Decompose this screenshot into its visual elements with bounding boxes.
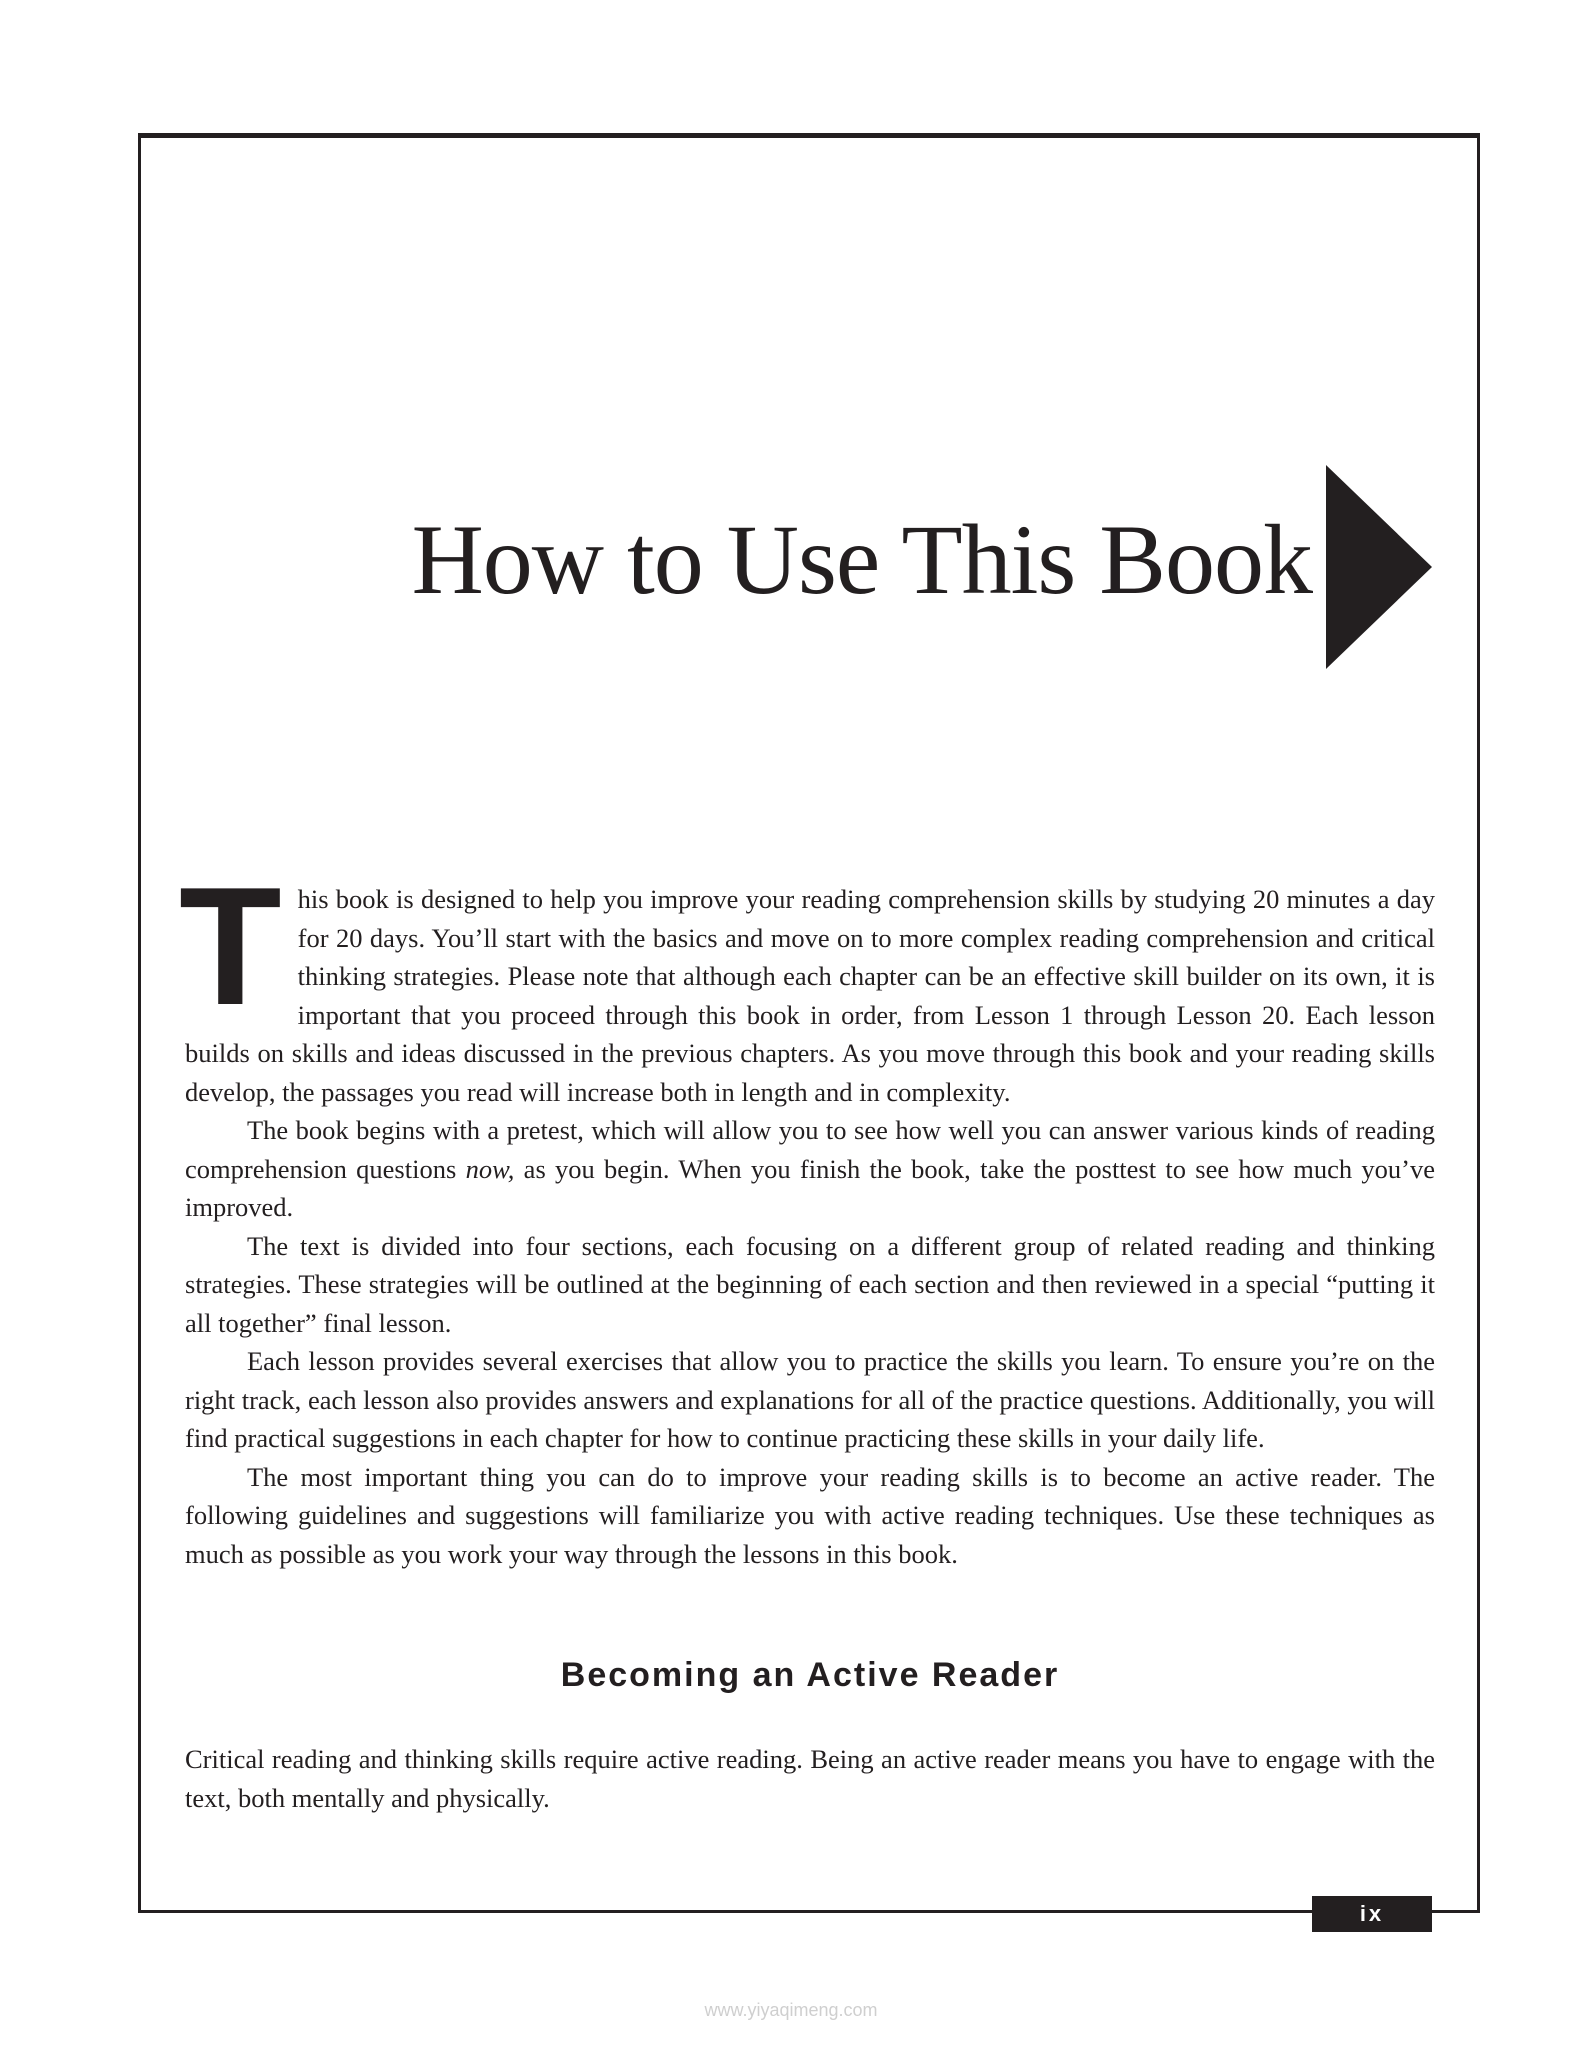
intro-paragraph-5: The most important thing you can do to improve your reading skills is to become an active reader. The following guidelines and suggestions will familiarize you with active reading techniques. Use these techniques as much as possible as you work your way through the lessons in this book. (185, 1461, 1435, 1569)
dropcap-letter: T (179, 852, 282, 1040)
intro-body (179, 852, 1436, 1573)
intro-paragraph-1 (179, 852, 1435, 1111)
intro-paragraph-4: Each lesson provides several exercises that allow you to practice the skills you learn. To ensure you’re on the right track, each lesson also provides answers and explanations for all of the practice questions. Additionally, you will find practical suggestions in each chapter for how to continue practicing these skills in your daily life. (185, 1346, 1435, 1453)
intro-paragraph-1-text: his book is designed to help you improve your reading comprehension skills by studying 20 minutes a day for 20 days. You’ll start with the basics and move on to more complex reading comprehension and critical thinking strategies. Please note that although each chapter can be an effective skill builder on its own, it is important that you proceed through this book in order, from Lesson 1 through Lesson 20. Each lesson builds on skills and ideas discussed in the previous chapters. As you move through this book and your reading skills develop, the passages you read will increase both in length and in complexity. (185, 884, 1435, 1107)
intro-paragraph-2-start: The book begins with a pretest, which will allow you to see how well you can answer various kinds of reading comprehension questions (185, 1115, 1435, 1184)
right-triangle-arrow-icon (1326, 465, 1432, 669)
chapter-title: How to Use This Book (411, 504, 1312, 615)
intro-paragraph-3: The text is divided into four sections, each focusing on a different group of related reading and thinking strategies. These strategies will be outlined at the beginning of each section and then reviewed in a special “putting it all together” final lesson. (185, 1230, 1435, 1338)
intro-paragraph-2-end: as you begin. When you finish the book, take the posttest to see how much you’ve improved. (185, 1153, 1436, 1222)
watermark: www.yiyaqimeng.com (704, 2000, 878, 2020)
section-body: Critical reading and thinking skills require active reading. Being an active reader means you have to engage with the text, both mentally and physically. (185, 1744, 1435, 1813)
section-heading: Becoming an Active Reader (560, 1656, 1060, 1694)
intro-paragraph-2 (185, 1111, 1435, 1227)
intro-paragraph-2-emphasis: now, (465, 1153, 515, 1184)
page-number-badge: ix (1312, 1896, 1432, 1932)
